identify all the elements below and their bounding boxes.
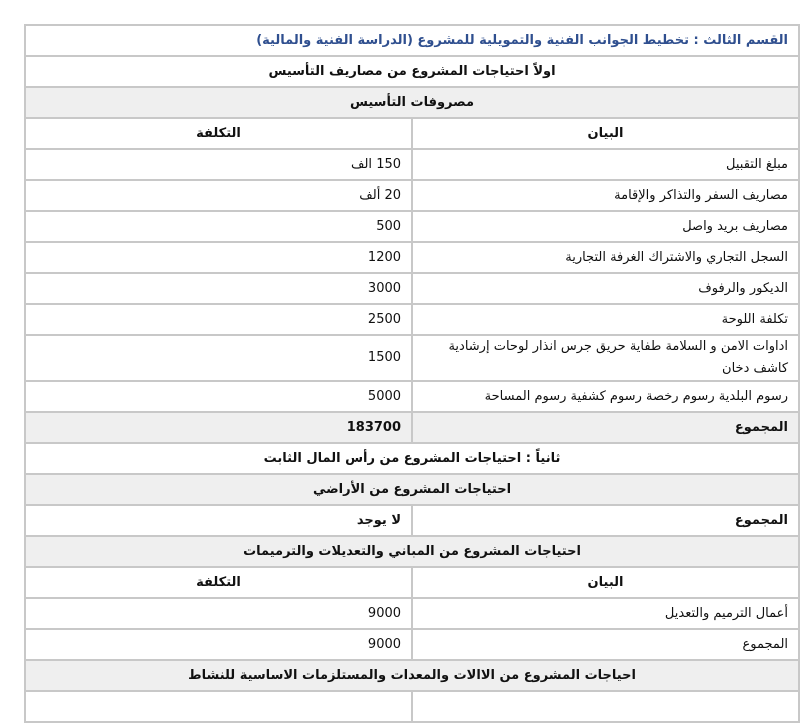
- item-cell: رسوم البلدية رسوم رخصة رسوم كشفية رسوم المساحة: [412, 381, 799, 412]
- buildings-heading: احتياجات المشروع من المباني والتعديلات والترميمات: [25, 536, 799, 567]
- total-label: المجموع: [412, 412, 799, 443]
- total-row: [25, 629, 799, 660]
- cost-cell: 2500: [25, 304, 412, 335]
- table-row: [25, 381, 799, 412]
- item-cell: [412, 691, 799, 722]
- total-row: [25, 412, 799, 443]
- cost-cell: 1500: [25, 335, 412, 381]
- item-cell: الديكور والرفوف: [412, 273, 799, 304]
- table-row: [25, 180, 799, 211]
- cost-cell: 9000: [25, 598, 412, 629]
- cost-cell: 500: [25, 211, 412, 242]
- cost-cell: 20 ألف: [25, 180, 412, 211]
- table-row: [25, 273, 799, 304]
- machines-heading: احياجات المشروع من الاالات والمعدات والمستلزمات الاساسية للنشاط: [25, 660, 799, 691]
- cost-cell: 150 الف: [25, 149, 412, 180]
- total-row: [25, 505, 799, 536]
- section-title: القسم الثالث : تخطيط الجوانب الفنية والتمويلية للمشروع (الدراسة الفنية والمالية): [25, 25, 799, 56]
- table-row: [25, 598, 799, 629]
- cost-cell: 1200: [25, 242, 412, 273]
- col-item-header: البيان: [412, 118, 799, 149]
- total-label: المجموع: [412, 505, 799, 536]
- table-row: [25, 149, 799, 180]
- col-cost-header: التكلفة: [25, 118, 412, 149]
- item-cell: اداوات الامن و السلامة طفاية حريق جرس انذار لوحات إرشادية كاشف دخان: [412, 335, 799, 381]
- cost-cell: 5000: [25, 381, 412, 412]
- total-value: 9000: [25, 629, 412, 660]
- col-cost-header: التكلفة: [25, 567, 412, 598]
- col-item-header: البيان: [412, 567, 799, 598]
- section1-heading: اولاً احتياجات المشروع من مصاريف التأسيس: [25, 56, 799, 87]
- item-cell: مبلغ التقبيل: [412, 149, 799, 180]
- section1-subheading: مصروفات التأسيس: [25, 87, 799, 118]
- item-cell: السجل التجاري والاشتراك الغرفة التجارية: [412, 242, 799, 273]
- total-label: المجموع: [412, 629, 799, 660]
- total-value: 183700: [25, 412, 412, 443]
- cost-cell: 3000: [25, 273, 412, 304]
- item-cell: مصاريف بريد واصل: [412, 211, 799, 242]
- table-row: [25, 304, 799, 335]
- section2-heading: ثانياً : احتياجات المشروع من رأس المال الثابت: [25, 443, 799, 474]
- item-cell: مصاريف السفر والتذاكر والإقامة: [412, 180, 799, 211]
- table-row: [25, 242, 799, 273]
- feasibility-table: [24, 24, 800, 723]
- item-cell: أعمال الترميم والتعديل: [412, 598, 799, 629]
- total-value: لا يوجد: [25, 505, 412, 536]
- table-row: [25, 211, 799, 242]
- table-row: [25, 335, 799, 381]
- item-cell: تكلفة اللوحة: [412, 304, 799, 335]
- land-heading: احتياجات المشروع من الأراضي: [25, 474, 799, 505]
- cost-cell: [25, 691, 412, 722]
